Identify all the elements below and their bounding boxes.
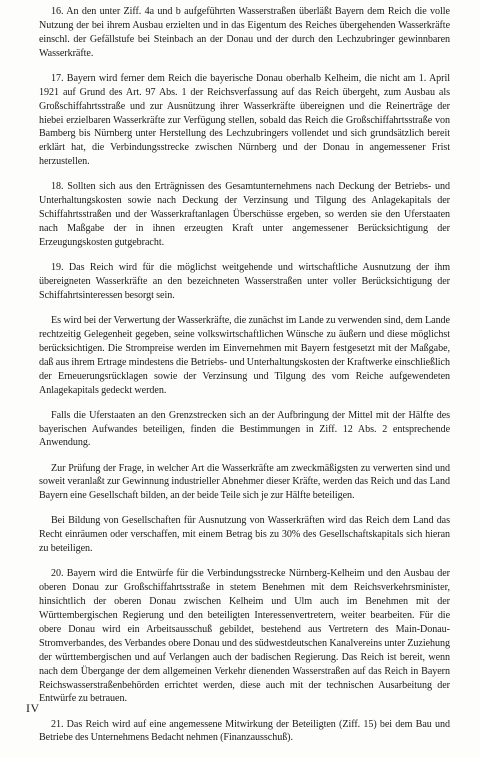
paragraph-19: 19. Das Reich wird für die möglichst weitgehende und wirtschaftliche Ausnutzung der ihm übereigneten Wasserkräfte an den bezeichneten Wasserstraßen unter voller Berücksichtigung der Schiffahrtsinteressen besorgt sein. bbox=[39, 262, 450, 301]
page-number: IV bbox=[26, 701, 40, 715]
paragraph-20: 20. Bayern wird die Entwürfe für die Verbindungsstrecke Nürnberg-Kelheim und den Ausbau der oberen Donau zur Großschiffahrtsstraße in stetem Benehmen mit dem Reichsverkehrsminister, hinsichtlich der oberen Donau zwischen Kelheim und Ulm auch im Benehmen mit der Württembergischen Regierung und den beteiligten Interessenvertretern, weiter bearbeiten. Für die obere Donau wird ein Arbeitsausschuß gebildet, bestehend aus Vertretern des Main-Donau-Stromverbandes, des Verbandes obere Donau und des südwestdeutschen Kanalvereins unter Zuziehung der württembergischen und auf Verlangen auch der badischen Regierung. Das Reich ist bereit, wenn nach dem Übergange der dem allgemeinen Verkehr dienenden Wasserstraßen auf das Reich in Bayern Reichswasserstraßenbehörden errichtet werden, diese auch mit der technischen Ausarbeitung der Entwürfe zu betrauen. bbox=[39, 568, 450, 705]
paragraph-19-gesellschaft: Zur Prüfung der Frage, in welcher Art die Wasserkräfte am zweckmäßigsten zu verwerten sind und soweit veranlaßt zur Gewinnung industrieller Abnehmer dieser Kräfte, werden das Reich und das Land Bayern eine Gesellschaft bilden, an der beide Teile sich je zur Hälfte beteiligen. bbox=[39, 462, 450, 502]
paragraph-17: 17. Bayern wird ferner dem Reich die bayerische Donau oberhalb Kelheim, die nicht am 1. April 1921 auf Grund des Art. 97 Abs. 1 der Reichsverfassung auf das Reich übergeht, zum Ausbau als Großschiffahrtsstraße und zur Ausnützung ihrer Wasserkräfte übereignen und die Reinerträge der hiebei erzielbaren Wasserkräfte zur Verfügung stellen, sobald das Reich die Großschiffahrtsstraße von Bamberg bis Nürnberg unter Herstellung des Lechzubringers vollendet und sich grundsätzlich bereit erklärt hat, die Verbindungsstrecke zwischen Nürnberg und der Donau in angemessener Frist herzustellen. bbox=[39, 72, 450, 168]
paragraph-21: 21. Das Reich wird auf eine angemessene Mitwirkung der Beteiligten (Ziff. 15) bei dem Bau und Betriebe des Unternehmens Bedacht nehmen (Finanzausschuß). bbox=[39, 718, 450, 744]
paragraph-19-beteiligung: Bei Bildung von Gesellschaften für Ausnutzung von Wasserkräften wird das Reich dem Land das Recht einräumen oder verschaffen, mit einem Betrag bis zu 30% des Gesellschaftskapitals sich hieran zu beteiligen. bbox=[39, 515, 450, 555]
paragraph-18: 18. Sollten sich aus den Erträgnissen des Gesamtunternehmens nach Deckung der Betriebs- und Unterhaltungskosten sowie nach Deckung der Verzinsung und Tilgung des Anlagekapitals der Schiffahrtsstraßen und der Wasserkraftanlagen Überschüsse ergeben, so werden sie den Uferstaaten nach Maßgabe der in ihnen erzeugten Kraft unter angemessener Berücksichtigung der Erzeugungskosten gutgebracht. bbox=[39, 181, 450, 248]
paragraph-19-verwertung: Es wird bei der Verwertung der Wasserkräfte, die zunächst im Lande zu verwenden sind, dem Lande rechtzeitig Gelegenheit gegeben, seine volkswirtschaftlichen Wünsche zu äußern und diese möglichst berücksichtigen. Die Strompreise werden im Einvernehmen mit Bayern festgesetzt mit der Maßgabe, daß aus ihrem Ertrage mindestens die Betriebs- und Unterhaltungskosten der Kraftwerke einschließlich der Erneuerungsrücklagen sowie der Verzinsung und Tilgung des vom Reiche aufgewendeten Anlagekapitals gedeckt werden. bbox=[39, 314, 450, 396]
paragraph-19-uferstaaten: Falls die Uferstaaten an den Grenzstrecken sich an der Aufbringung der Mittel mit der Hälfte des bayerischen Aufwandes beteiligen, finden die Bestimmungen in Ziff. 12 Abs. 2 entsprechende Anwendung. bbox=[39, 409, 450, 449]
document-page bbox=[39, 5, 450, 757]
paragraph-16: 16. An den unter Ziff. 4a und b aufgeführten Wasserstraßen überläßt Bayern dem Reich die volle Nutzung der bei ihrem Ausbau erzielten und in das Eigentum des Reiches übergehenden Wasserkräfte einschl. der Gefällstufe bei Steinbach an der Donau und der durch den Lechzubringer gewinnbaren Wasserkräfte. bbox=[39, 6, 450, 59]
